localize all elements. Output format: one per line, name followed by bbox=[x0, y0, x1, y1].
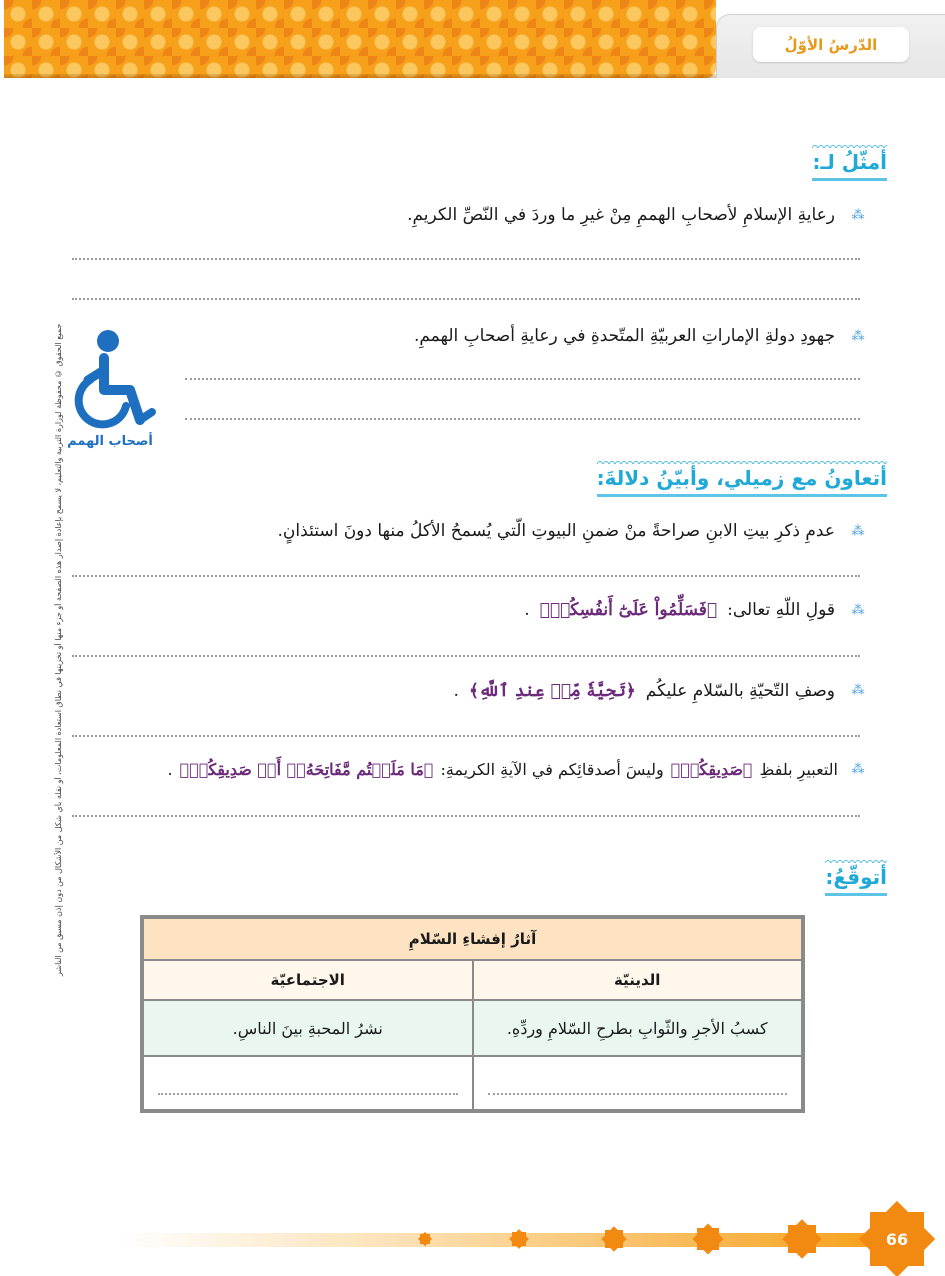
bullet-text: قولِ اللّهِ تعالى: bbox=[727, 600, 835, 620]
section-heading-predict: أتوقّعُ: bbox=[825, 865, 887, 896]
copyright-side-note: جميع الحقوق © محفوظة لوزارة التربية والتعليم، لا يسمح بإعادة إصدار هذه الصفحة أو جزء منها أو تخزينها في نطاق استعادة المعلومات، أو نقله بأي شكل من الأشكال من دون إذن مسبق من الناشر bbox=[54, 323, 63, 977]
flower-ornament-icon bbox=[605, 1230, 623, 1248]
section-heading-exemplify: أمثّلُ لـ: bbox=[812, 150, 887, 181]
answer-line[interactable] bbox=[72, 815, 860, 817]
bullet-text: التعبيرِ بلفظِ bbox=[759, 760, 838, 779]
flower-ornament-icon bbox=[512, 1232, 526, 1246]
table-cell-religious: كسبُ الأجرِ والثّوابِ بطرحِ السّلامِ وردِّهِ. bbox=[473, 1000, 803, 1056]
table-cell-social: نشرُ المحبةِ بينَ الناسِ. bbox=[143, 1000, 473, 1056]
flower-ornament-icon bbox=[697, 1228, 719, 1250]
bullet-item bbox=[278, 521, 867, 541]
quran-verse: ﴿صَدِيقِكُمۡ﴾ bbox=[670, 760, 753, 779]
star-bullet-icon: ⁂ bbox=[851, 602, 861, 618]
quran-verse: ﴿مَا مَلَكۡتُم مَّفَاتِحَهُۥٓ أَوۡ صَدِيقِكُمۡ﴾ bbox=[179, 760, 434, 779]
lesson-label: الدّرسُ الأوّلُ bbox=[753, 27, 909, 62]
bullet-item bbox=[168, 760, 867, 779]
bullet-item bbox=[407, 205, 867, 225]
effects-table bbox=[140, 915, 805, 1113]
bullet-item bbox=[524, 600, 867, 620]
star-bullet-icon: ⁂ bbox=[851, 328, 861, 344]
bullet-text: عدمِ ذكرِ بيتِ الابنِ صراحةً منْ ضمنِ البيوتِ الّتي يُسمحُ الأكلُ منها دونَ استئذانٍ. bbox=[277, 521, 835, 541]
bullet-text: جهودِ دولةِ الإماراتِ العربيّةِ المتّحدةِ في رعايةِ أصحابِ الهممِ. bbox=[413, 326, 835, 346]
bullet-end: . bbox=[524, 600, 530, 620]
star-bullet-icon: ⁂ bbox=[851, 207, 861, 223]
footer-decor-bar bbox=[120, 1233, 880, 1247]
page-number: 66 bbox=[885, 1229, 909, 1249]
answer-line[interactable] bbox=[72, 258, 860, 260]
answer-line[interactable] bbox=[72, 575, 860, 577]
column-header-religious: الدينيّة bbox=[473, 960, 803, 1000]
wheelchair-icon bbox=[64, 328, 160, 430]
section-heading-cooperate: أتعاونُ مع زميلي، وأبيّنُ دلالةَ: bbox=[597, 466, 887, 497]
flower-ornament-icon bbox=[788, 1225, 816, 1253]
bullet-end: . bbox=[167, 760, 173, 779]
answer-line[interactable] bbox=[72, 735, 860, 737]
flower-ornament-icon bbox=[420, 1234, 430, 1244]
answer-line[interactable] bbox=[72, 298, 860, 300]
icon-caption: أصحاب الهمم bbox=[67, 434, 153, 449]
star-bullet-icon: ⁂ bbox=[851, 523, 861, 539]
header-pattern-band bbox=[4, 0, 716, 78]
bullet-text: وصفِ التّحيّةِ بالسّلامِ عليكُم bbox=[645, 680, 835, 701]
bullet-end: . bbox=[453, 680, 459, 701]
quran-verse: ﴿فَسَلِّمُواْ عَلَىٰٓ أَنفُسِكُمۡ﴾ bbox=[539, 600, 718, 620]
table-title: آثارُ إفشاءِ السّلامِ bbox=[143, 918, 802, 960]
bullet-item bbox=[414, 326, 867, 346]
column-header-social: الاجتماعيّة bbox=[143, 960, 473, 1000]
table-answer-cell[interactable] bbox=[143, 1056, 473, 1110]
bullet-text-mid: وليسَ أصدقائِكم في الآيةِ الكريمةِ: bbox=[440, 760, 664, 779]
answer-line[interactable] bbox=[185, 378, 860, 380]
bullet-item bbox=[454, 680, 867, 701]
answer-line[interactable] bbox=[72, 655, 860, 657]
star-bullet-icon: ⁂ bbox=[851, 683, 861, 698]
quran-verse: ﴿تَحِيَّةٗ مِّنۡ عِندِ ٱللَّهِ﴾ bbox=[468, 681, 636, 701]
page-number-badge bbox=[870, 1212, 924, 1266]
answer-line[interactable] bbox=[185, 418, 860, 420]
star-bullet-icon: ⁂ bbox=[851, 762, 861, 777]
table-answer-cell[interactable] bbox=[473, 1056, 803, 1110]
bullet-text: رعايةِ الإسلامِ لأصحابِ الهممِ مِنْ غيرِ ما وردَ في النّصِّ الكريمِ. bbox=[407, 205, 835, 225]
